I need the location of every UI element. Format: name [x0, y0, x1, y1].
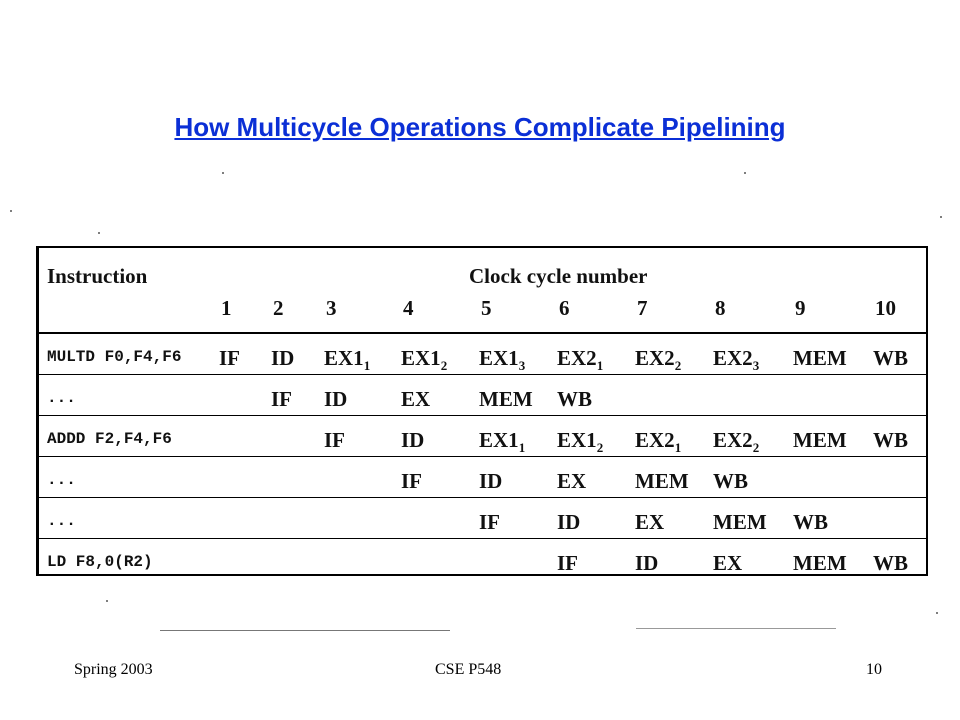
- stage-cell: WB: [713, 469, 749, 493]
- stage-cell: IF: [401, 469, 422, 493]
- stage-cell: ID: [479, 469, 503, 493]
- stage-cell: ID: [635, 551, 659, 575]
- cycle-number: 1: [221, 296, 232, 320]
- stage-cell: $EX2_2$: [635, 346, 682, 374]
- scan-line: [160, 630, 450, 631]
- cycle-number: 2: [273, 296, 284, 320]
- instruction-label: ADDD F2,F4,F6: [47, 430, 172, 448]
- stage-cell: EX: [401, 387, 431, 411]
- stage-cell: EX: [635, 510, 665, 534]
- stage-cell: WB: [793, 510, 829, 534]
- cycle-number: 3: [326, 296, 337, 320]
- stage-cell: $EX1_2$: [401, 346, 448, 374]
- scan-speck: [940, 216, 942, 218]
- stage-cell: $EX1_1$: [324, 346, 371, 374]
- instruction-label: ...: [47, 512, 76, 530]
- stage-cell: MEM: [635, 469, 689, 493]
- stage-cell: $EX1_2$: [557, 428, 604, 456]
- stage-cell: $EX2_1$: [557, 346, 604, 374]
- stage-cell: WB: [873, 551, 909, 575]
- instruction-label: ...: [47, 471, 76, 489]
- stage-cell: IF: [219, 346, 240, 370]
- row-divider: [39, 415, 926, 416]
- stage-cell: ID: [271, 346, 295, 370]
- row-divider: [39, 538, 926, 539]
- stage-cell: $EX2_2$: [713, 428, 760, 456]
- stage-cell: MEM: [713, 510, 767, 534]
- stage-cell: MEM: [479, 387, 533, 411]
- scan-speck: [222, 172, 224, 174]
- stage-cell: MEM: [793, 346, 847, 370]
- pipeline-table: [36, 246, 928, 576]
- cycle-number: 6: [559, 296, 570, 320]
- cycle-number: 5: [481, 296, 492, 320]
- stage-cell: $EX2_3$: [713, 346, 760, 374]
- stage-cell: ID: [401, 428, 425, 452]
- stage-cell: $EX1_1$: [479, 428, 526, 456]
- stage-cell: WB: [873, 346, 909, 370]
- stage-cell: MEM: [793, 428, 847, 452]
- cycle-number: 9: [795, 296, 806, 320]
- slide-title-link[interactable]: How Multicycle Operations Complicate Pipelining: [174, 112, 786, 142]
- scan-speck: [744, 172, 746, 174]
- instruction-label: LD F8,0(R2): [47, 553, 153, 571]
- instruction-header: Instruction: [47, 264, 148, 288]
- stage-cell: IF: [479, 510, 500, 534]
- cycle-number: 4: [403, 296, 414, 320]
- footer-date: Spring 2003: [74, 661, 153, 678]
- stage-cell: $EX1_3$: [479, 346, 526, 374]
- scan-speck: [106, 600, 108, 602]
- header-divider: [39, 332, 926, 334]
- stage-cell: WB: [557, 387, 593, 411]
- footer-course: CSE P548: [435, 661, 502, 678]
- stage-cell: ID: [557, 510, 581, 534]
- stage-cell: EX: [557, 469, 587, 493]
- scan-speck: [10, 210, 12, 212]
- stage-cell: IF: [557, 551, 578, 575]
- cycle-number: 8: [715, 296, 726, 320]
- stage-cell: $EX2_1$: [635, 428, 682, 456]
- footer-page-number: 10: [866, 661, 882, 678]
- stage-cell: MEM: [793, 551, 847, 575]
- cycle-number: 10: [875, 296, 896, 320]
- stage-cell: WB: [873, 428, 909, 452]
- stage-cell: IF: [324, 428, 345, 452]
- clock-cycle-header: Clock cycle number: [469, 264, 648, 288]
- scan-speck: [936, 612, 938, 614]
- stage-cell: IF: [271, 387, 292, 411]
- slide-title: [0, 112, 960, 143]
- row-divider: [39, 497, 926, 498]
- instruction-label: ...: [47, 389, 76, 407]
- stage-cell: ID: [324, 387, 348, 411]
- scan-speck: [98, 232, 100, 234]
- stage-cell: EX: [713, 551, 743, 575]
- scan-line: [636, 628, 836, 629]
- instruction-label: MULTD F0,F4,F6: [47, 348, 182, 366]
- cycle-number: 7: [637, 296, 648, 320]
